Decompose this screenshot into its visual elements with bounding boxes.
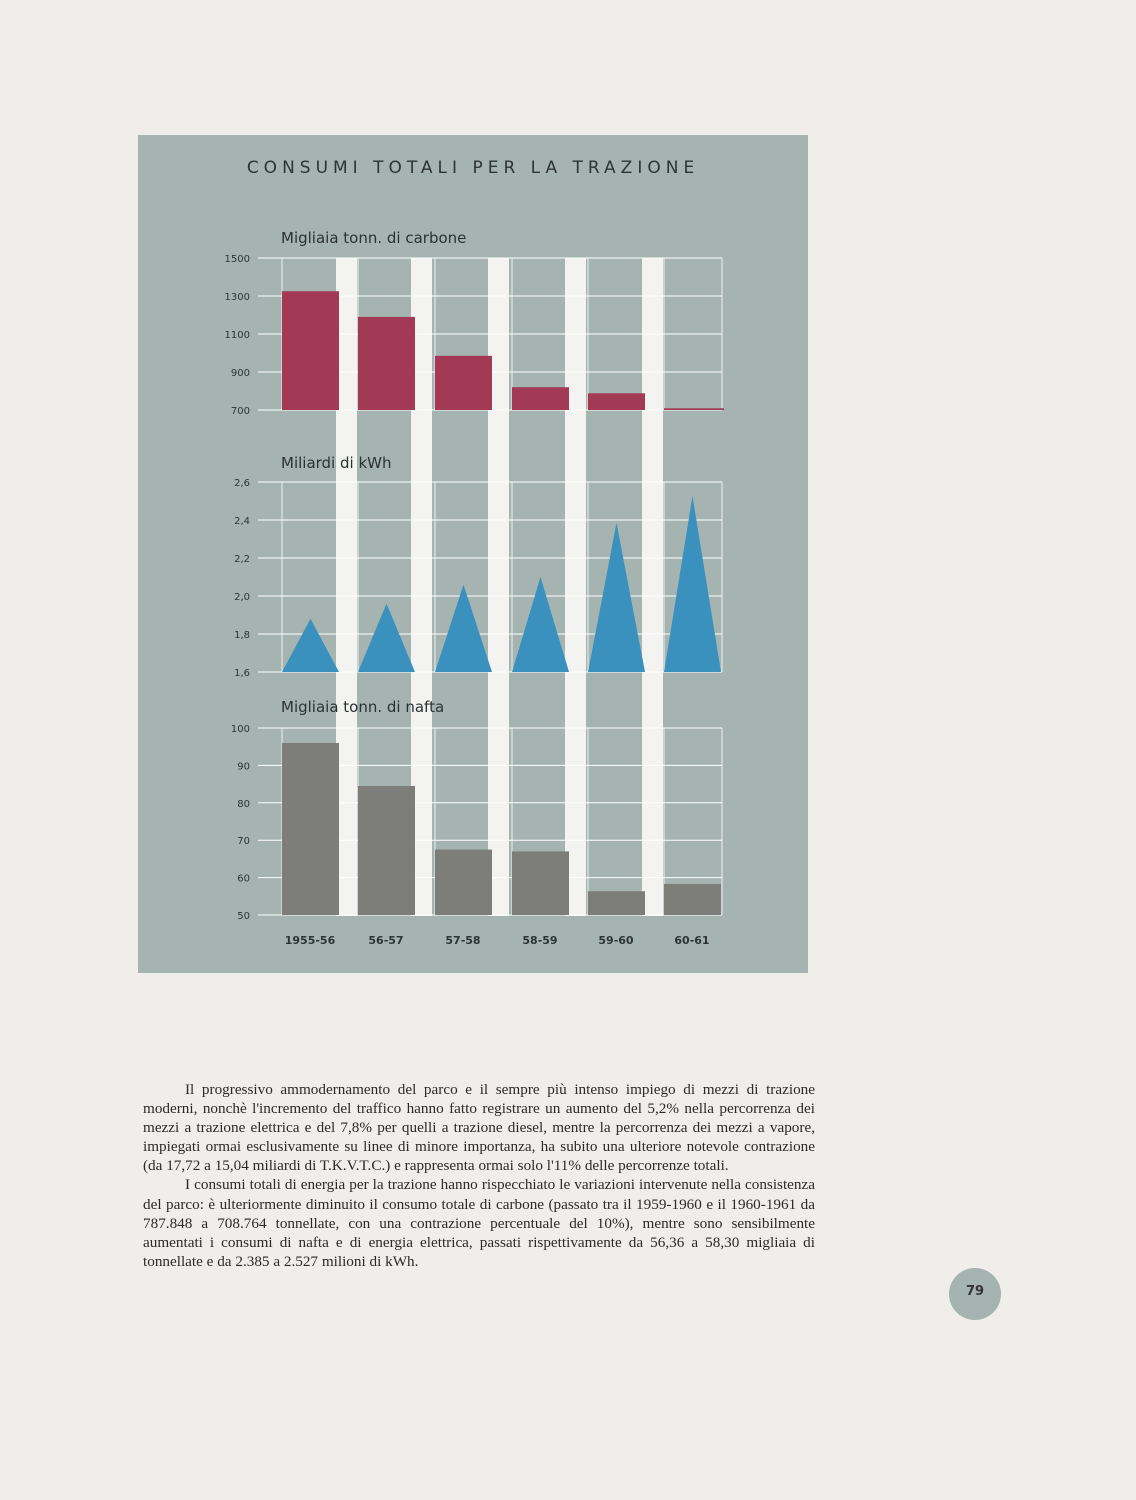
nafta-tick-label: 100 bbox=[230, 724, 250, 735]
nafta-tick-label: 80 bbox=[237, 798, 250, 810]
elettricita-tick-label: 1,8 bbox=[234, 630, 250, 641]
nafta-bar-58-59 bbox=[512, 851, 569, 915]
elettricita-triangle-60-61 bbox=[664, 496, 721, 672]
page-number-badge bbox=[949, 1268, 1001, 1320]
carbone-bar-1955-56 bbox=[282, 291, 339, 410]
elettricita-triangle-57-58 bbox=[435, 585, 492, 672]
page-number: 79 bbox=[965, 1284, 985, 1299]
elettricita-triangle-56-57 bbox=[358, 604, 415, 672]
elettricita-tick-label: 2,0 bbox=[234, 592, 250, 603]
elettricita-tick-label: 2,2 bbox=[234, 554, 250, 565]
chart-title: CONSUMI TOTALI PER LA TRAZIONE bbox=[246, 158, 700, 178]
elettricita-tick-label: 1,6 bbox=[234, 668, 250, 679]
category-label-57-58: 57-58 bbox=[445, 934, 481, 947]
carbone-bar-56-57 bbox=[358, 317, 415, 410]
nafta-bar-57-58 bbox=[435, 850, 492, 915]
category-label-60-61: 60-61 bbox=[674, 934, 710, 947]
paragraph-1: Il progressivo ammodernamento del parco e il sempre più intenso impiego di mezzi di trazione moderni, nonchè l'incremento del traffico hanno fatto registrare un aumento del 5,2% nella percorrenza dei mezzi a trazione elettrica e del 7,8% per quelli a trazione diesel, mentre la percorrenza dei mezzi a vapore, impiegati ormai esclusivamente su linee di minore importanza, ha subito una ulteriore notevole contrazione (da 17,72 a 15,04 miliardi di T.K.V.T.C.) e rappresenta ormai solo l'11% delle percorrenze totali. bbox=[143, 1081, 815, 1175]
carbone-tick-label: 1100 bbox=[224, 330, 250, 341]
carbone-tick-label: 1500 bbox=[224, 254, 250, 265]
column-separator-4 bbox=[565, 258, 586, 916]
nafta-panel-label: Migliaia tonn. di nafta bbox=[281, 698, 445, 716]
carbone-tick-label: 900 bbox=[230, 368, 250, 379]
elettricita-tick-label: 2,6 bbox=[234, 478, 250, 489]
category-label-59-60: 59-60 bbox=[598, 934, 634, 947]
elettricita-panel-label: Miliardi di kWh bbox=[281, 454, 392, 472]
nafta-bar-60-61 bbox=[664, 884, 721, 915]
category-label-58-59: 58-59 bbox=[522, 934, 558, 947]
body-text bbox=[143, 1080, 815, 1271]
column-separator-1 bbox=[336, 258, 357, 916]
category-label-56-57: 56-57 bbox=[368, 934, 404, 947]
carbone-bar-57-58 bbox=[435, 356, 492, 410]
nafta-bar-1955-56 bbox=[282, 743, 339, 915]
carbone-bar-60-61 bbox=[664, 408, 724, 410]
paragraph-2: I consumi totali di energia per la trazione hanno rispecchiato le variazioni intervenute nella consistenza del parco: è ulteriormente diminuito il consumo totale di carbone (passato tra il 1959-1960 e il 1960-1961 da 787.848 a 708.764 tonnellate, con una contrazione percentuale del 10%), mentre sono sensibilmente aumentati i consumi di nafta e di energia elettrica, passati rispettivamente da 56,36 a 58,30 migliaia di tonnellate e da 2.385 a 2.527 milioni di kWh. bbox=[143, 1176, 815, 1270]
carbone-panel-label: Migliaia tonn. di carbone bbox=[281, 229, 467, 247]
carbone-tick-label: 1300 bbox=[224, 292, 250, 303]
carbone-bar-58-59 bbox=[512, 387, 569, 410]
elettricita-tick-label: 2,4 bbox=[234, 516, 250, 527]
carbone-tick-label: 700 bbox=[230, 406, 250, 417]
nafta-tick-label: 60 bbox=[237, 873, 250, 885]
carbone-bar-59-60 bbox=[588, 393, 645, 410]
category-label-1955-56: 1955-56 bbox=[284, 934, 336, 947]
column-separator-5 bbox=[642, 258, 663, 916]
nafta-bar-56-57 bbox=[358, 786, 415, 915]
elettricita-triangle-59-60 bbox=[588, 523, 645, 672]
nafta-tick-label: 50 bbox=[237, 911, 250, 922]
elettricita-triangle-1955-56 bbox=[282, 619, 339, 672]
nafta-bar-59-60 bbox=[588, 891, 645, 915]
nafta-tick-label: 70 bbox=[237, 836, 250, 848]
nafta-tick-label: 90 bbox=[237, 761, 250, 773]
elettricita-triangle-58-59 bbox=[512, 577, 569, 672]
